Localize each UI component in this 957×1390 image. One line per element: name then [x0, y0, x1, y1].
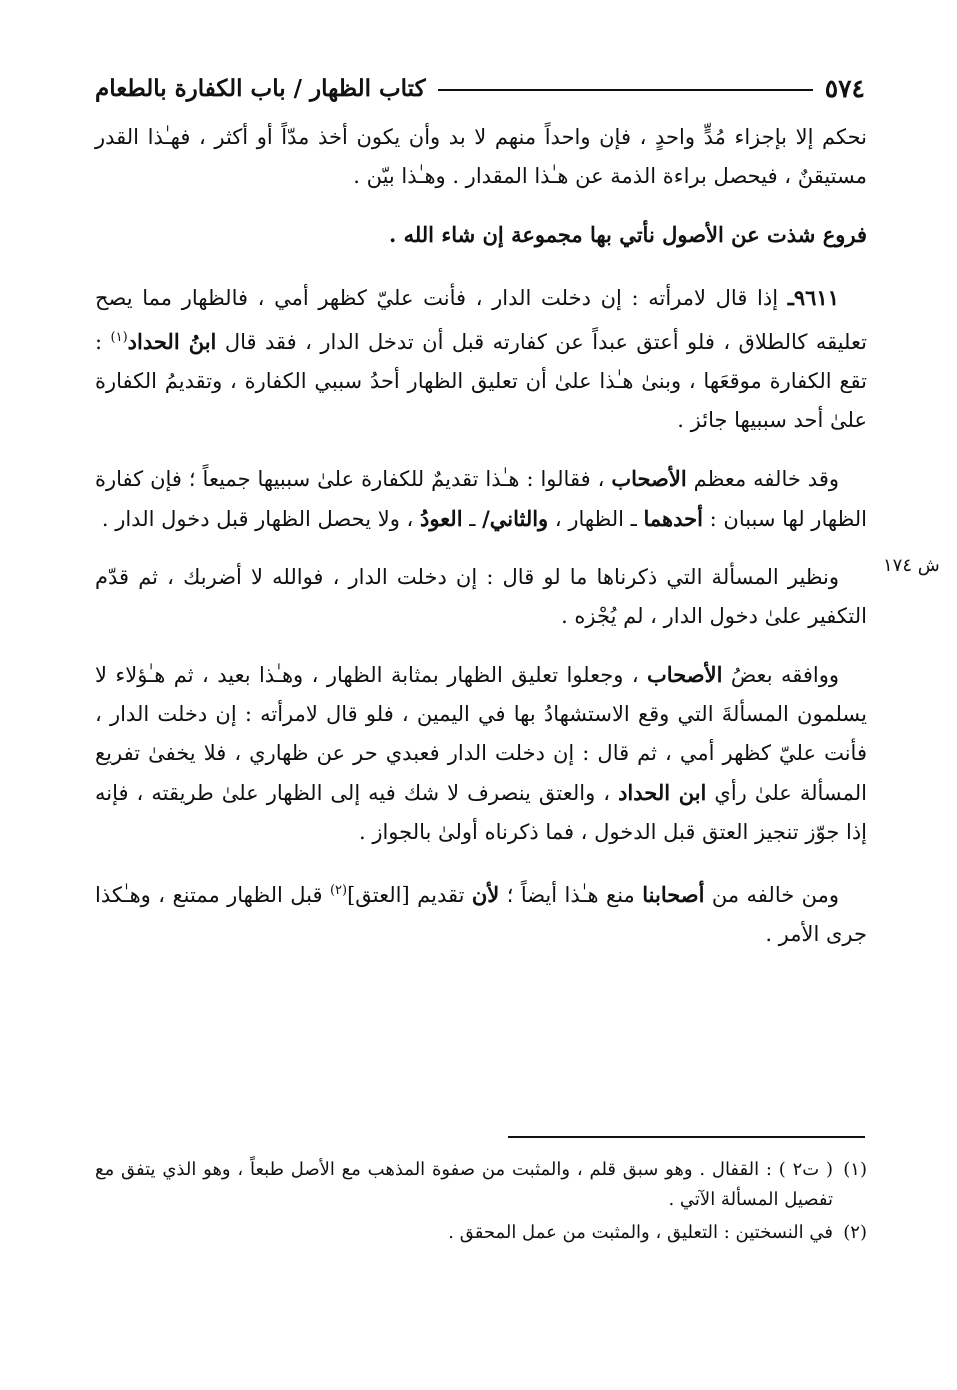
page-number: ٥٧٤	[824, 73, 865, 103]
footnote-number: (١)	[843, 1159, 867, 1180]
bold-term: أحدهما	[643, 506, 703, 531]
text-run: ، والعتق ينصرف لا شك فيه إلى الظهار علىٰ طريقته ، فإنه إذا جوّز تنجيز العتق قبل الدخول ، فما ذكرناه أولىٰ بالجواز .	[95, 781, 867, 844]
paragraph	[95, 655, 867, 852]
bold-term: والثاني/	[482, 506, 549, 531]
text-run: إذا قال لامرأته : إن دخلت الدار ، فأنت عليّ كظهر أمي ، فالظهار مما يصح تعليقه كالطلاق ، فلو أعتق عبداً عن كفارته قبل أن تدخل الدار ، فقد قال	[95, 286, 867, 354]
text-run: : تقع الكفارة موقعَها ، وبنىٰ هـٰذا علىٰ أن تعليق الظهار أحدُ سببي الكفارة ، وتقديمُ الكفارة علىٰ أحد سببيها جائز .	[95, 330, 867, 432]
footnote-text: في النسختين : التعليق ، والمثبت من عمل المحقق .	[448, 1222, 833, 1243]
footnote-number: (٢)	[843, 1222, 867, 1243]
paragraph	[95, 459, 867, 539]
text-run: ـ	[462, 507, 483, 531]
text-run: ومن خالفه من	[704, 883, 840, 907]
running-header	[95, 68, 865, 108]
manuscript-folio-ref: ش ١٧٤	[883, 555, 940, 576]
bold-term: العودُ	[419, 506, 463, 531]
text-run: ، وجعلوا تعليق الظهار بمثابة الظهار ، وهـٰذا بعيد ، ثم هـٰؤلاء لا يسلمون المسألةَ التي وقع الاستشهادُ بها في اليمين ، فلو قال لامرأته : إن دخلت الدار ، فأنت عليّ كظهر أمي ، ثم قال : إن دخلت الدار فعبدي حر عن ظهاري ، فلا يخفىٰ تفريع المسألة علىٰ رأي	[95, 663, 867, 805]
text-run: ، فقالوا : هـٰذا تقديمٌ للكفارة علىٰ سببيها جميعاً ؛ فإن كفارة الظهار لها سببان :	[95, 467, 867, 531]
footnotes	[95, 1155, 867, 1251]
footnote	[95, 1218, 867, 1248]
footnote-ref: (٢)	[329, 883, 348, 898]
text-run: ووافقه بعضُ	[722, 663, 840, 687]
text-run: وقد خالفه معظم	[686, 467, 839, 491]
paragraph	[95, 558, 867, 636]
bold-term: ٩٦١١ـ	[787, 285, 839, 310]
text-run: ـ الظهار ،	[548, 507, 644, 531]
text-run: ، ولا يحصل الظهار قبل دخول الدار .	[101, 507, 420, 531]
bold-term: لأن	[471, 882, 500, 907]
bold-term: ابنُ الحداد	[127, 329, 217, 354]
footnote-text: ( ت٢ ) : القفال . وهو سبق قلم ، والمثبت من صفوة المذهب مع الأصل طبعاً ، وهو الذي يتفق مع تفصيل المسألة الآتي .	[95, 1159, 833, 1210]
chapter-title: كتاب الظهار / باب الكفارة بالطعام	[95, 74, 426, 102]
paragraph	[95, 871, 867, 954]
text-run: منع هـٰذا أيضاً ؛	[499, 883, 643, 907]
paragraph	[95, 278, 867, 440]
paragraph	[95, 118, 867, 196]
bold-term: الأصحاب	[647, 662, 723, 687]
footnote-ref: (١)	[110, 330, 128, 345]
main-text	[95, 118, 867, 973]
bold-term: الأصحاب	[611, 466, 687, 491]
bold-term: ابن الحداد	[618, 780, 707, 805]
text-run: قبل الظهار ممتنع ، وهـٰكذا جرى الأمر .	[95, 883, 867, 946]
bold-term: أصحابنا	[642, 882, 705, 907]
text-run: فروع شذت عن الأصول نأتي بها مجموعة إن شاء الله .	[388, 222, 867, 247]
section-heading	[95, 215, 867, 254]
footnote	[95, 1155, 867, 1215]
text-run: ونظير المسألة التي ذكرناها ما لو قال : إن دخلت الدار ، فوالله لا أضربك ، ثم قدّم التكفير علىٰ دخول الدار ، لم يُجْزه .	[95, 565, 867, 628]
text-run: نحكم إلا بإجزاء مُدٍّ واحدٍ ، فإن واحداً منهم لا بد وأن يكون أخذ مدّاً أو أكثر ، فهـٰذا القدر مستيقنٌ ، فيحصل براءة الذمة عن هـٰذا المقدار . وهـٰذا بيّن .	[95, 125, 867, 188]
header-rule	[438, 89, 813, 91]
text-run: تقديم [العتق]	[347, 883, 472, 907]
footnote-separator	[508, 1136, 865, 1138]
